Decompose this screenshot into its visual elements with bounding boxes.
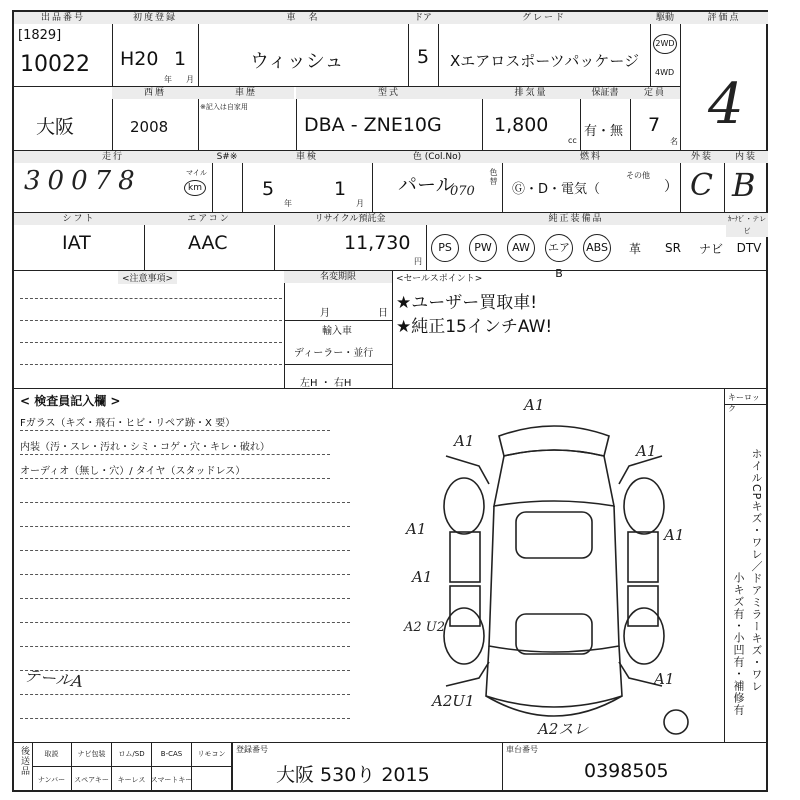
color-header: 色 (Col.No) <box>372 151 502 163</box>
damage-mark-left-door: A1 <box>406 520 427 538</box>
first-registration-header: 初度登録 <box>112 12 198 24</box>
ac-header: エアコン <box>144 213 274 225</box>
ac-value: AAC <box>188 232 228 254</box>
auction-sheet: 出品番号 [1829] 10022 初度登録 H20 1 年 月 車 名 ウィッシュ ドア 5 グレード Xエアロスポーツパッケージ 駆動 2WD 4WD 評価点 4 大阪 西暦 2008 車歴 ※記入は自家用 型式 DBA - ZNE10G 排気量 1,800 cc 保証書 有・無 定員 7 名 走行 30078 マイル km S#※ 車検 5 年 1 月 色 (Col.No) パール 070 色替 燃料 Ⓖ・D・電気（ その他 ） 外装 C 内装 B シフト IAT エアコン AAC リサイクル預託金 11,730 円 純正装備品 ｶｰﾅﾋﾞ・テレビ PS PW AW エアB ABS 革 SR ナビ DTV <注意事項> 名変期限 月 日 輸入車 ディーラー・並行 左H ・ 右H <セールスポイント> ★ユーザー買取車! ★純正15インチAW! < 検査員記入欄 > Fガラス（キズ・飛石・ヒビ・リペア跡・X 要） 内装（汚・スレ・汚れ・シミ・コゲ・穴・キレ・破れ） オーディオ（無し・穴）/ タイヤ（スタッドレス） テールA A1 A1 A1 A1 A1 A1 A2 U2 A1 A2U1 A2スレ キーロック ホイルCPキズ・ワレ／ドアミラーキズ・ワレ 小キズ有・小凹有・補修有 後送品 取説 ナビ包装 ロム/SD B-CAS リモコン ナンバー スペアキー キーレス スマートキー 登録番号 大阪 530り 2015 車台番号 0398505 <box>12 10 768 792</box>
score-value: 4 <box>708 72 744 137</box>
inspection-month-mark: 月 <box>356 199 364 208</box>
smeter-header: S#※ <box>212 151 242 163</box>
side-legend-1: ホイルCPキズ・ワレ／ドアミラーキズ・ワレ <box>750 448 763 693</box>
equipment-label-circled: ABS <box>583 234 611 262</box>
grade-value: Xエアロスポーツパッケージ <box>450 52 640 70</box>
inspector-handwritten-note: テールA <box>23 665 84 692</box>
equipment-label-circled: AW <box>507 234 535 262</box>
caution-header: <注意事項> <box>118 271 177 284</box>
displacement-header: 排気量 <box>482 87 580 99</box>
color-number: 070 <box>450 184 475 199</box>
name-change-header: 名変期限 <box>284 271 392 283</box>
equipment-item <box>464 226 502 270</box>
damage-mark-right-rear: A1 <box>654 670 675 688</box>
inspector-line-windshield: Fガラス（キズ・飛石・ヒビ・リペア跡・X 要） <box>20 418 236 429</box>
mileage-handwritten: 30078 <box>24 166 142 196</box>
fuel-other: その他 <box>626 171 650 180</box>
import-header: 輸入車 <box>322 326 352 337</box>
region: 大阪 <box>36 116 75 138</box>
drive-4wd: 4WD <box>655 68 675 77</box>
first-registration-era: H20 <box>120 48 159 70</box>
western-year-header: 西暦 <box>112 87 198 99</box>
inspection-header: 車検 <box>242 151 372 163</box>
grade-header: グレード <box>438 12 650 24</box>
recycle-value: 11,730 <box>344 232 411 254</box>
equipment-item <box>692 226 730 270</box>
navi-tv-header: ｶｰﾅﾋﾞ・テレビ <box>727 215 767 235</box>
later-item: ナビ包装 <box>72 742 112 767</box>
history-note: ※記入は自家用 <box>200 103 248 111</box>
interior-header: 内装 <box>724 151 768 163</box>
model-header: 型式 <box>296 87 482 99</box>
later-item: ロム/SD <box>112 742 152 767</box>
displacement-value: 1,800 <box>494 114 549 136</box>
recycle-unit: 円 <box>414 257 422 266</box>
equipment-header: 純正装備品 <box>426 213 726 225</box>
side-legend-2: 小キズ有・小凹有・補修有 <box>732 572 745 716</box>
equipment-label-circled: エアB <box>545 234 573 262</box>
capacity-unit: 名 <box>670 137 678 146</box>
cc-unit: cc <box>568 136 577 145</box>
equipment-item <box>540 226 578 280</box>
equipment-item <box>578 226 616 270</box>
mileage-unit-mile: マイル <box>186 169 207 177</box>
later-item: ナンバー <box>32 767 72 792</box>
capacity-header: 定員 <box>630 87 680 99</box>
sales-point-1: ★ユーザー買取車! <box>396 293 538 313</box>
equipment-label: SR <box>665 241 681 255</box>
doors-value: 5 <box>417 46 430 68</box>
interior-score: B <box>732 166 756 204</box>
mileage-unit-km: km <box>184 180 206 196</box>
damage-mark-left-rear-door: A1 <box>412 568 433 586</box>
car-name: ウィッシュ <box>250 50 344 72</box>
western-year: 2008 <box>130 118 169 136</box>
plate-label: 登録番号 <box>236 745 268 754</box>
mileage-header: 走行 <box>14 151 212 163</box>
damage-mark-front: A1 <box>524 396 545 414</box>
handle-side: 左H ・ 右H <box>300 378 352 389</box>
keylock-label: キーロック <box>728 393 760 413</box>
later-item: キーレス <box>112 767 152 792</box>
shift-header: シフト <box>14 213 144 225</box>
damage-mark-left-rear: A2 U2 <box>404 620 446 635</box>
sales-points-header: <セールスポイント> <box>396 274 483 284</box>
car-name-header: 車 名 <box>198 12 408 24</box>
name-change-day: 日 <box>378 308 388 319</box>
lot-number-header: 出品番号 <box>14 12 112 24</box>
fuel-header: 燃料 <box>502 151 680 163</box>
sales-point-2: ★純正15インチAW! <box>396 317 553 337</box>
inspection-year: 5 <box>262 178 275 200</box>
car-damage-diagram <box>404 396 714 742</box>
later-item: 取説 <box>32 742 72 767</box>
inspector-title: < 検査員記入欄 > <box>20 394 121 408</box>
equipment-label-circled: PS <box>431 234 459 262</box>
later-item <box>192 767 232 792</box>
damage-mark-front-right: A1 <box>636 442 657 460</box>
year-mark: 年 <box>164 75 172 84</box>
damage-mark-rear-left: A2U1 <box>432 692 475 710</box>
dealer-parallel: ディーラー・並行 <box>294 348 374 359</box>
equipment-label: 革 <box>628 241 641 256</box>
inspection-month: 1 <box>334 178 347 200</box>
warranty-header: 保証書 <box>580 87 630 99</box>
month-mark: 月 <box>186 75 194 84</box>
lot-sub-number: [1829] <box>18 28 62 43</box>
later-items-label: 後送品 <box>19 746 29 776</box>
name-change-month: 月 <box>320 308 330 319</box>
equipment-item <box>616 226 654 270</box>
drive-2wd-circled: 2WD <box>653 34 677 54</box>
history-header: 車歴 <box>198 87 294 99</box>
damage-mark-right-door: A1 <box>664 526 685 544</box>
exterior-header: 外装 <box>680 151 724 163</box>
score-header: 評価点 <box>680 12 768 24</box>
chassis-label: 車台番号 <box>506 745 538 754</box>
shift-value: IAT <box>62 232 91 254</box>
equipment-label: DTV <box>736 241 762 255</box>
recycle-header: リサイクル預託金 <box>274 213 426 225</box>
first-registration-month: 1 <box>174 48 187 70</box>
inspector-line-audio-tire: オーディオ（無し・穴）/ タイヤ（スタッドレス） <box>20 466 246 477</box>
equipment-item <box>654 226 692 270</box>
lot-number: 10022 <box>20 52 90 77</box>
later-item: B-CAS <box>152 742 192 767</box>
equipment-list <box>426 226 768 280</box>
exterior-score: C <box>690 168 713 203</box>
plate-number: 大阪 530り 2015 <box>276 764 430 786</box>
equipment-label: ナビ <box>698 241 723 256</box>
damage-mark-rear: A2スレ <box>538 720 589 738</box>
chassis-number: 0398505 <box>584 760 669 782</box>
doors-header: ドア <box>408 12 438 24</box>
equipment-label-circled: PW <box>469 234 497 262</box>
inspector-line-interior: 内装（汚・スレ・汚れ・シミ・コゲ・穴・キレ・破れ） <box>20 442 270 453</box>
later-item: スペアキー <box>72 767 112 792</box>
fuel-value: Ⓖ・D・電気（ <box>512 182 601 197</box>
drive-header: 駆動 <box>650 12 680 24</box>
inspection-year-mark: 年 <box>284 199 292 208</box>
equipment-item <box>426 226 464 270</box>
capacity-value: 7 <box>648 114 661 136</box>
warranty-value: 有・無 <box>584 124 624 139</box>
damage-mark-front-left: A1 <box>454 432 475 450</box>
color-value: パール <box>398 174 455 196</box>
later-items-grid <box>32 742 232 792</box>
later-item: リモコン <box>192 742 232 767</box>
model-value: DBA - ZNE10G <box>304 114 442 136</box>
equipment-item <box>502 226 540 270</box>
color-change-label: 色替 <box>489 168 498 186</box>
equipment-item <box>730 226 768 270</box>
later-item: スマートキー <box>152 767 192 792</box>
